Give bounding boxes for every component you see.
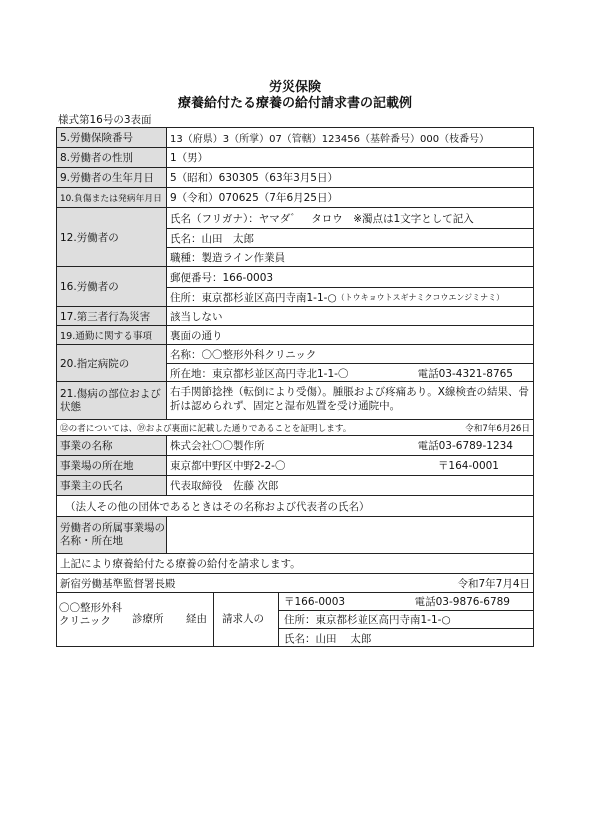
label-worker: 12.労働者の [57, 208, 167, 266]
corp-note: （法人その他の団体であるときはその名称および代表者の氏名） [65, 500, 370, 513]
label-third-party: 17.第三者行為災害 [57, 307, 167, 325]
title-line-2: 療養給付たる療養の給付請求書の記載例 [177, 96, 412, 111]
applicant-postal: 〒166-0003 [284, 595, 346, 608]
title-line-1: 労災保険 [268, 80, 321, 95]
row-corp-note [57, 495, 533, 516]
label-insurance-no: 5.労働保険番号 [57, 128, 167, 147]
hospital-address: 所在地：東京都杉並区高円寺北1-1-〇 [170, 367, 349, 380]
worker-address-text: 住所：東京都杉並区高円寺南1-1-○ [170, 292, 337, 304]
via-label: 経由 [186, 613, 207, 625]
row-worker [57, 207, 533, 266]
request-date: 令和7年7月4日 [457, 578, 530, 590]
applicant-address: 住所：東京都杉並区高円寺南1-1-○ [278, 610, 534, 628]
label-address: 16.労働者の [57, 267, 167, 306]
applicant-block [56, 592, 534, 647]
business-address-cell [167, 456, 533, 475]
label-affiliation: 労働者の所属事業場の名称・所在地 [57, 517, 167, 553]
value-gender: 1（男） [170, 152, 209, 164]
label-business-address: 事業場の所在地 [57, 456, 167, 475]
row-gender [57, 147, 533, 167]
form-table [56, 127, 534, 647]
clinic-type: 診療所 [132, 613, 164, 625]
applicant-phone: 電話03-9876-6789 [414, 595, 510, 608]
row-insurance-no [57, 128, 533, 147]
business-postal: 〒164-0001 [437, 460, 499, 472]
row-request [57, 553, 533, 573]
row-address [57, 266, 533, 306]
hospital-phone: 電話03-4321-8765 [417, 367, 513, 380]
value-third-party: 該当しない [170, 310, 223, 323]
worker-job: 職種：製造ライン作業員 [167, 247, 533, 267]
row-affiliation [57, 516, 533, 553]
row-third-party [57, 306, 533, 325]
worker-address-kana: （トウキョウトスギナミクコウエンジミナミ） [336, 293, 505, 302]
value-commute: 裏面の通り [170, 329, 223, 342]
certify-line [57, 420, 533, 435]
applicant-name: 氏名：山田 太郎 [278, 628, 534, 647]
worker-furigana: 氏名（フリガナ）：ヤマダ゛ タロウ ※濁点は1文字として記入 [170, 212, 474, 225]
request-text: 上記により療養給付たる療養の給付を請求します。 [60, 558, 301, 570]
row-condition [57, 381, 533, 419]
business-address: 東京都中野区中野2-2-〇 [170, 460, 286, 472]
row-owner [57, 475, 533, 495]
worker-postal: 郵便番号：166-0003 [170, 271, 274, 284]
office-name: 新宿労働基準監督署長殿 [60, 578, 176, 590]
applicant-postal-row [278, 592, 534, 610]
label-birth: 9.労働者の生年月日 [57, 168, 167, 187]
row-commute [57, 325, 533, 344]
row-office [57, 573, 533, 593]
row-business-name [57, 435, 533, 455]
business-phone: 電話03-6789-1234 [417, 440, 513, 452]
label-commute: 19.通勤に関する事項 [57, 326, 167, 344]
label-owner: 事業主の氏名 [57, 476, 167, 495]
row-birth [57, 167, 533, 187]
clinic-name: 〇〇整形外科クリニック [59, 602, 122, 627]
row-certify [57, 419, 533, 435]
row-hospital [57, 344, 533, 381]
worker-name: 氏名：山田 太郎 [167, 228, 533, 247]
certify-date: 令和7年6月26日 [465, 423, 530, 434]
hospital-address-row [167, 363, 533, 382]
row-injury-date [57, 187, 533, 207]
value-insurance-no: 13（府県）3（所掌）07（管轄）123456（基幹番号）000（枝番号） [170, 134, 490, 145]
business-name: 株式会社〇〇製作所 [170, 440, 265, 452]
office-line [57, 574, 533, 593]
certify-text: ⑫の者については、⑲および裏面に記載した通りであることを証明します。 [60, 423, 352, 434]
business-name-cell [167, 436, 533, 455]
divider-via [213, 592, 214, 647]
label-business-name: 事業の名称 [57, 436, 167, 455]
value-owner: 代表取締役 佐藤 次郎 [170, 480, 279, 492]
applicant-label: 請求人の [222, 613, 264, 625]
worker-address [167, 287, 533, 307]
value-injury-date: 9（令和）070625（7年6月25日） [170, 192, 338, 204]
value-condition: 右手関節捻挫（転倒により受傷）。腫脹および疼痛あり。X線検査の結果、骨折は認められず、固定と湿布処置を受け通院中。 [170, 386, 529, 412]
value-birth: 5（昭和）630305（63年3月5日） [170, 172, 338, 184]
label-condition: 21.傷病の部位および状態 [57, 382, 167, 419]
form-number: 様式第16号の3表面 [58, 114, 152, 126]
value-affiliation [167, 517, 533, 553]
label-injury-date: 10.負傷または発病年月日 [57, 188, 167, 207]
row-business-address [57, 455, 533, 475]
label-hospital: 20.指定病院の [57, 345, 167, 381]
hospital-name: 名称：〇〇整形外科クリニック [170, 348, 317, 361]
label-gender: 8.労働者の性別 [57, 148, 167, 167]
